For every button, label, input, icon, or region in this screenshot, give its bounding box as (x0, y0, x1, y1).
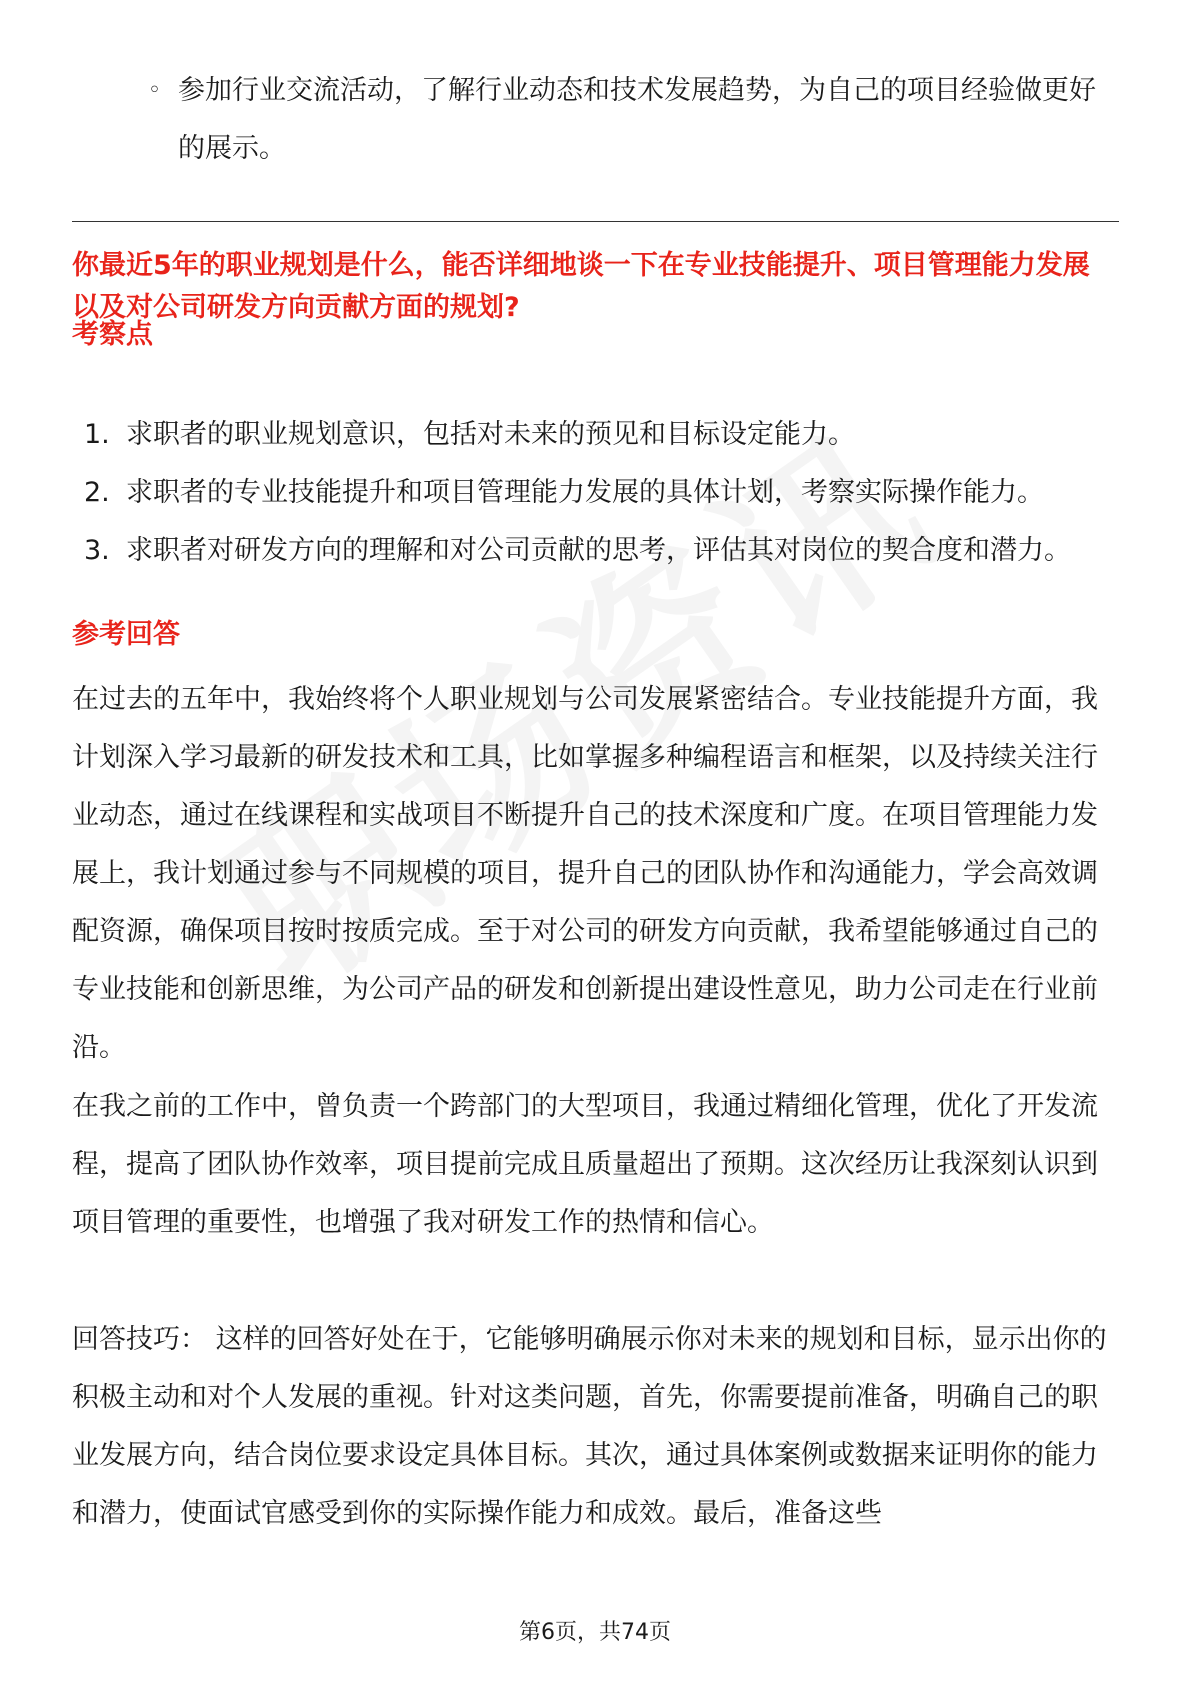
list-number: 2. (84, 477, 110, 508)
reference-answer-heading: 参考回答 (72, 619, 180, 650)
list-item (84, 406, 1124, 464)
section-divider (72, 221, 1119, 222)
list-number: 1. (84, 419, 110, 450)
list-item (84, 464, 1124, 522)
hollow-bullet-icon: ◦ (148, 78, 161, 103)
sub-bullet-text: 参加行业交流活动，了解行业动态和技术发展趋势，为自己的项目经验做更好的展示。 (178, 75, 1096, 164)
list-number: 3. (84, 535, 110, 566)
exam-points-heading: 考察点 (72, 319, 153, 350)
list-item-text: 求职者的专业技能提升和项目管理能力发展的具体计划，考察实际操作能力。 (126, 477, 1044, 508)
answer-tips-paragraph: 回答技巧： 这样的回答好处在于，它能够明确展示你对未来的规划和目标，显示出你的积极主动和对个人发展的重视。针对这类问题，首先，你需要提前准备，明确自己的职业发展方向，结合岗位要求设定具体目标。其次，通过具体案例或数据来证明你的能力和潜力，使面试官感受到你的实际操作能力和成效。最后，准备这些 (72, 1324, 1107, 1529)
answer-paragraph: 在我之前的工作中，曾负责一个跨部门的大型项目，我通过精细化管理，优化了开发流程，提高了团队协作效率，项目提前完成且质量超出了预期。这次经历让我深刻认识到项目管理的重要性，也增强了我对研发工作的热情和信心。 (72, 1091, 1098, 1238)
list-item-text: 求职者对研发方向的理解和对公司贡献的思考，评估其对岗位的契合度和潜力。 (126, 535, 1071, 566)
exam-points-list (84, 406, 1124, 580)
question-title: 你最近5年的职业规划是什么，能否详细地谈一下在专业技能提升、项目管理能力发展以及对公司研发方向贡献方面的规划? (72, 250, 1090, 323)
sub-bullet-item (148, 62, 1108, 178)
list-item (84, 522, 1124, 580)
page-footer: 第6页，共74页 (519, 1620, 671, 1645)
list-item-text: 求职者的职业规划意识，包括对未来的预见和目标设定能力。 (126, 419, 855, 450)
answer-paragraph: 在过去的五年中，我始终将个人职业规划与公司发展紧密结合。专业技能提升方面，我计划深入学习最新的研发技术和工具，比如掌握多种编程语言和框架，以及持续关注行业动态，通过在线课程和实战项目不断提升自己的技术深度和广度。在项目管理能力发展上，我计划通过参与不同规模的项目，提升自己的团队协作和沟通能力，学会高效调配资源，确保项目按时按质完成。至于对公司的研发方向贡献，我希望能够通过自己的专业技能和创新思维，为公司产品的研发和创新提出建设性意见，助力公司走在行业前沿。 (72, 684, 1098, 1063)
